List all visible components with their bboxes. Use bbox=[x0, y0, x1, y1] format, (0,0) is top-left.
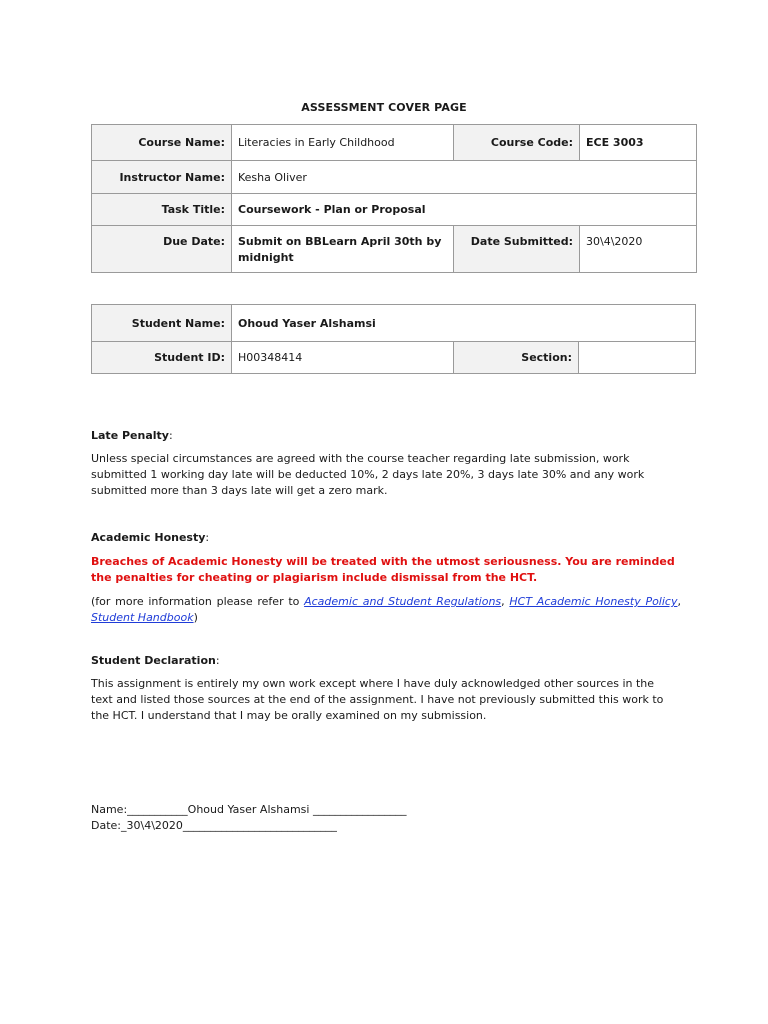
student-id-value: H00348414 bbox=[232, 342, 454, 374]
student-id-label: Student ID: bbox=[92, 342, 232, 374]
instructor-row bbox=[92, 161, 697, 194]
task-title-value: Coursework - Plan or Proposal bbox=[232, 194, 697, 226]
date-submitted-value: 30\4\2020 bbox=[580, 226, 697, 273]
academic-honesty-colon: : bbox=[205, 531, 210, 544]
student-name-value: Ohoud Yaser Alshamsi bbox=[232, 305, 696, 342]
declaration-colon: : bbox=[215, 654, 220, 667]
course-row bbox=[92, 125, 697, 161]
declaration-text: This assignment is entirely my own work except where I have duly acknowledged other sources in the text and listed those sources at the end of the assignment. I have not previously submitted this work to the HCT. I understand that I may be orally examined on my submission. bbox=[91, 677, 664, 722]
info-sep-1: , bbox=[501, 595, 510, 608]
academic-honesty-title: Academic Honesty bbox=[91, 531, 206, 544]
date-submitted-label: Date Submitted: bbox=[454, 226, 580, 273]
task-title-label: Task Title: bbox=[92, 194, 232, 226]
academic-honesty-info bbox=[91, 594, 681, 626]
student-id-row bbox=[92, 342, 696, 374]
honesty-policy-link[interactable]: HCT Academic Honesty Policy bbox=[509, 595, 678, 608]
signature-name-line: Name:___________Ohoud Yaser Alshamsi _________________ bbox=[91, 803, 407, 816]
section-value bbox=[579, 342, 696, 374]
task-row bbox=[92, 194, 697, 226]
academic-honesty-heading bbox=[91, 530, 679, 546]
info-prefix: (for more information please refer to bbox=[91, 595, 305, 608]
course-name-value: Literacies in Early Childhood bbox=[232, 125, 454, 161]
late-penalty-text: Unless special circumstances are agreed with the course teacher regarding late submission, work submitted 1 working day late will be deducted 10%, 2 days late 20%, 3 days late 30% and any work submitted more than 3 days late will get a zero mark. bbox=[91, 452, 645, 497]
late-penalty-heading bbox=[91, 428, 679, 444]
instructor-name-value: Kesha Oliver bbox=[232, 161, 697, 194]
course-info-table bbox=[91, 124, 697, 273]
course-code-label: Course Code: bbox=[454, 125, 580, 161]
student-info-table bbox=[91, 304, 696, 374]
academic-regulations-link[interactable]: Academic and Student Regulations bbox=[304, 595, 502, 608]
due-date-label: Due Date: bbox=[92, 226, 232, 273]
due-date-value: Submit on BBLearn April 30th by midnight bbox=[232, 226, 454, 273]
instructor-name-label: Instructor Name: bbox=[92, 161, 232, 194]
student-name-label: Student Name: bbox=[92, 305, 232, 342]
page-title: ASSESSMENT COVER PAGE bbox=[301, 101, 467, 114]
section-label: Section: bbox=[454, 342, 579, 374]
late-penalty-colon: : bbox=[168, 429, 173, 442]
info-sep-2: , bbox=[677, 595, 681, 608]
declaration-heading bbox=[91, 653, 679, 669]
course-code-value: ECE 3003 bbox=[580, 125, 697, 161]
info-suffix: ) bbox=[193, 611, 198, 624]
late-penalty-title: Late Penalty bbox=[91, 429, 169, 442]
academic-honesty-warning: Breaches of Academic Honesty will be treated with the utmost seriousness. You are reminded the penalties for cheating or plagiarism include dismissal from the HCT. bbox=[91, 555, 675, 584]
due-row bbox=[92, 226, 697, 273]
signature-date-line: Date:_30\4\2020____________________________ bbox=[91, 819, 337, 832]
student-handbook-link[interactable]: Student Handbook bbox=[91, 611, 194, 624]
student-name-row bbox=[92, 305, 696, 342]
declaration-title: Student Declaration bbox=[91, 654, 216, 667]
course-name-label: Course Name: bbox=[92, 125, 232, 161]
